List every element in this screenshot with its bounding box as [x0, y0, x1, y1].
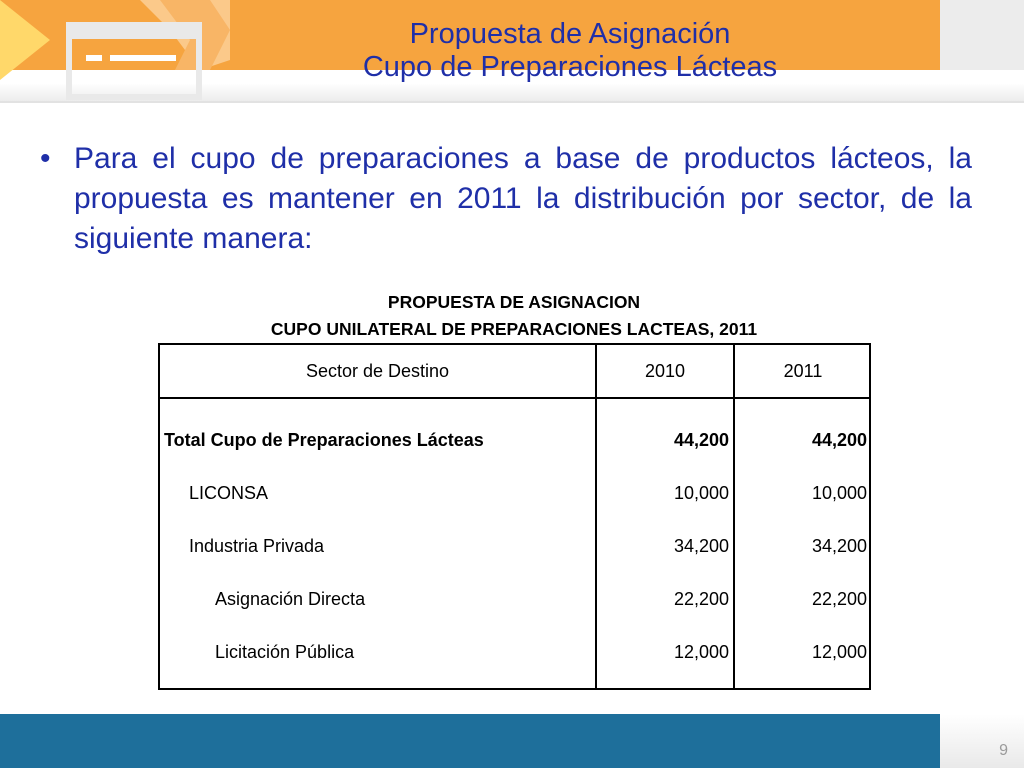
- column-header-2010: 2010: [644, 361, 686, 381]
- table-cell-2011: 44,200: [811, 430, 867, 450]
- table-cell-2010: 12,000: [673, 642, 729, 662]
- table-cell-2011: 10,000: [811, 483, 867, 503]
- table-caption-line-2: CUPO UNILATERAL DE PREPARACIONES LACTEAS, 2011: [270, 319, 758, 339]
- table-row-label: Asignación Directa: [215, 589, 366, 609]
- slide-list-icon: [66, 22, 206, 102]
- allocation-table: [158, 343, 871, 690]
- bullet-text: Para el cupo de preparaciones a base de productos lácteos, la propuesta es mantener en 2011 la distribución por sector, de la siguiente manera:: [74, 142, 972, 255]
- table-cell-2010: 34,200: [673, 536, 729, 556]
- table-caption: [158, 289, 870, 343]
- page-number: 9: [999, 742, 1008, 759]
- header-row-divider: [160, 397, 869, 399]
- footer-corner: [940, 714, 1024, 768]
- bullet-paragraph: [40, 139, 972, 259]
- table-row-label: LICONSA: [189, 483, 269, 503]
- table-row-label: Licitación Pública: [215, 642, 355, 662]
- table-cell-2011: 12,000: [811, 642, 867, 662]
- column-header-sector: Sector de Destino: [305, 361, 450, 381]
- table-cell-2010: 22,200: [673, 589, 729, 609]
- footer-band: [0, 714, 940, 768]
- header-corner: [940, 0, 1024, 70]
- title-line-1: Propuesta de Asignación: [409, 18, 731, 50]
- column-header-2011: 2011: [783, 361, 823, 381]
- title-line-2: Cupo de Preparaciones Lácteas: [362, 51, 778, 83]
- page-title: [300, 18, 840, 84]
- table-cell-2010: 10,000: [673, 483, 729, 503]
- bullet-dot: •: [40, 142, 51, 175]
- table-caption-line-1: PROPUESTA DE ASIGNACION: [387, 292, 641, 312]
- table-cell-2010: 44,200: [673, 430, 729, 450]
- table-row-label: Industria Privada: [189, 536, 325, 556]
- table-cell-2011: 34,200: [811, 536, 867, 556]
- table-cell-2011: 22,200: [811, 589, 867, 609]
- table-row-label-total: Total Cupo de Preparaciones Lácteas: [164, 430, 484, 450]
